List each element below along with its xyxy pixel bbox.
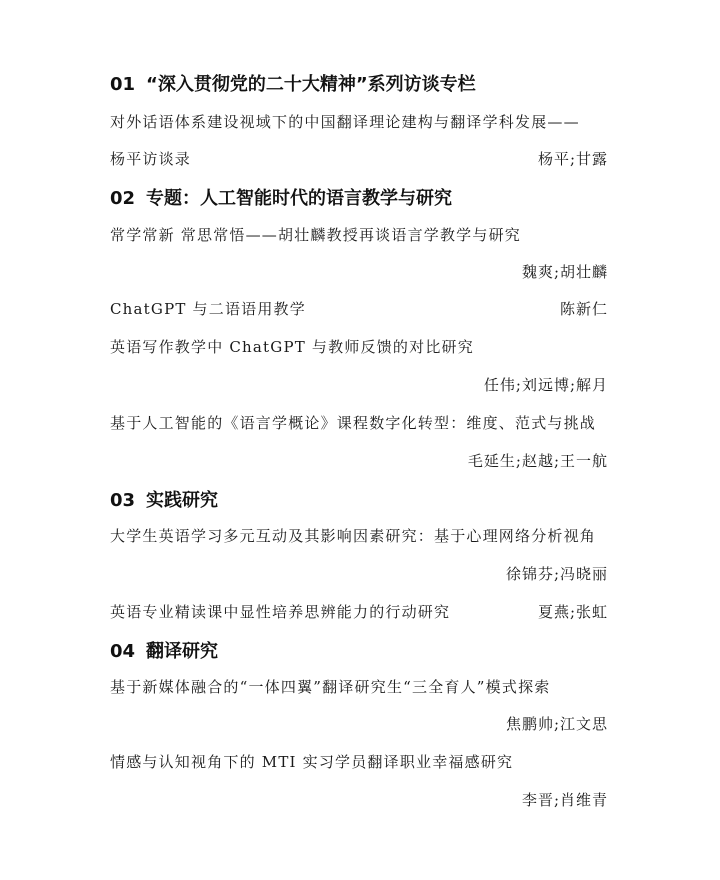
article-authors: 毛延生;赵越;王一航 — [467, 452, 608, 470]
article-title[interactable]: 对外话语体系建设视域下的中国翻译理论建构与翻译学科发展—— — [110, 113, 580, 131]
section-title: 实践研究 — [146, 490, 218, 511]
article-title-continued[interactable]: 杨平访谈录 — [110, 150, 192, 168]
article-title[interactable]: ChatGPT 与二语语用教学 — [110, 300, 306, 318]
section-heading-04 — [110, 637, 218, 663]
article-authors: 任伟;刘远博;解月 — [483, 376, 608, 394]
article-authors: 夏燕;张虹 — [537, 603, 608, 621]
section-heading-02 — [110, 184, 452, 210]
section-number: 03 — [110, 490, 136, 511]
article-title[interactable]: 英语专业精读课中显性培养思辨能力的行动研究 — [110, 603, 451, 621]
article-authors: 魏爽;胡壮麟 — [521, 263, 608, 281]
section-heading-03 — [110, 486, 218, 512]
article-title[interactable]: 英语写作教学中 ChatGPT 与教师反馈的对比研究 — [110, 338, 474, 356]
article-title[interactable]: 大学生英语学习多元互动及其影响因素研究：基于心理网络分析视角 — [110, 527, 597, 545]
article-title[interactable]: 基于人工智能的《语言学概论》课程数字化转型：维度、范式与挑战 — [110, 414, 597, 432]
article-title[interactable]: 基于新媒体融合的“一体四翼”翻译研究生“三全育人”模式探索 — [110, 678, 551, 696]
section-number: 02 — [110, 188, 136, 209]
section-title: 翻译研究 — [146, 641, 218, 662]
section-title: 专题：人工智能时代的语言教学与研究 — [146, 188, 452, 209]
section-title: “深入贯彻党的二十大精神”系列访谈专栏 — [146, 74, 476, 95]
article-title[interactable]: 常学常新 常思常悟——胡壮麟教授再谈语言学教学与研究 — [110, 226, 521, 244]
article-title[interactable]: 情感与认知视角下的 MTI 实习学员翻译职业幸福感研究 — [110, 753, 514, 771]
article-authors: 陈新仁 — [559, 300, 608, 318]
article-authors: 焦鹏帅;江文思 — [505, 715, 608, 733]
section-heading-01 — [110, 70, 476, 96]
article-authors: 徐锦芬;冯晓丽 — [505, 565, 608, 583]
article-authors: 杨平;甘露 — [537, 150, 608, 168]
article-authors: 李晋;肖维青 — [521, 791, 608, 809]
section-number: 01 — [110, 74, 136, 95]
section-number: 04 — [110, 641, 136, 662]
